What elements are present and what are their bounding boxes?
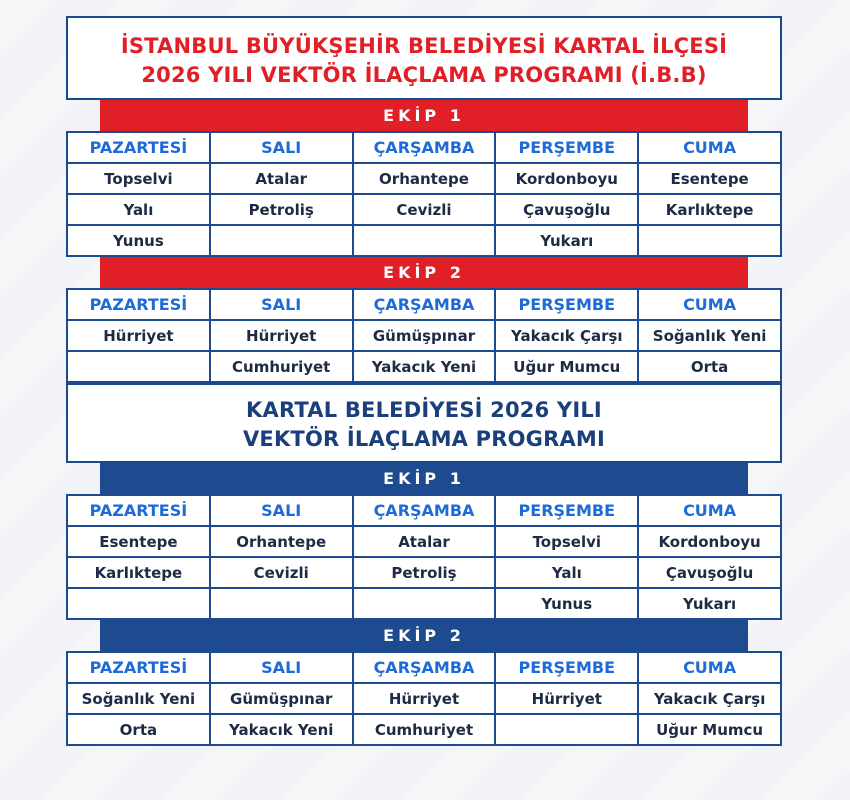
day-header-cell: CUMA (638, 289, 781, 320)
neighborhood-cell: Yakacık Yeni (353, 351, 496, 382)
day-header-cell: CUMA (638, 495, 781, 526)
ibb-title-box (66, 16, 782, 100)
neighborhood-cell (67, 588, 210, 619)
neighborhood-cell: Hürriyet (210, 320, 353, 351)
day-header-cell: PAZARTESİ (67, 132, 210, 163)
day-header-cell: PERŞEMBE (495, 132, 638, 163)
table-row (67, 714, 781, 745)
table-row (67, 225, 781, 256)
neighborhood-cell: Cevizli (353, 194, 496, 225)
neighborhood-cell (210, 225, 353, 256)
kartal-title-line-2: VEKTÖR İLAÇLAMA PROGRAMI (242, 427, 606, 451)
ibb-title-line-1: İSTANBUL BÜYÜKŞEHİR BELEDİYESİ KARTAL İLÇESİ (120, 34, 728, 58)
neighborhood-cell: Orta (67, 714, 210, 745)
neighborhood-cell (210, 588, 353, 619)
neighborhood-cell: Orta (638, 351, 781, 382)
table-row (67, 320, 781, 351)
day-header-row (67, 289, 781, 320)
neighborhood-cell: Cumhuriyet (210, 351, 353, 382)
ibb-team1-table (66, 131, 782, 257)
neighborhood-cell: Hürriyet (353, 683, 496, 714)
day-header-row (67, 652, 781, 683)
table-row (67, 683, 781, 714)
day-header-cell: ÇARŞAMBA (353, 132, 496, 163)
table-row (67, 163, 781, 194)
day-header-cell: PERŞEMBE (495, 652, 638, 683)
day-header-cell: CUMA (638, 132, 781, 163)
neighborhood-cell: Petroliş (353, 557, 496, 588)
neighborhood-cell (67, 351, 210, 382)
neighborhood-cell: Hürriyet (67, 320, 210, 351)
neighborhood-cell: Orhantepe (210, 526, 353, 557)
neighborhood-cell: Yakacık Çarşı (495, 320, 638, 351)
ibb-team2-table (66, 288, 782, 383)
neighborhood-cell (495, 714, 638, 745)
kartal-team1-table (66, 494, 782, 620)
kartal-title-box (66, 383, 782, 463)
day-header-cell: SALI (210, 495, 353, 526)
day-header-cell: PAZARTESİ (67, 652, 210, 683)
neighborhood-cell: Çavuşoğlu (638, 557, 781, 588)
day-header-cell: ÇARŞAMBA (353, 495, 496, 526)
neighborhood-cell (353, 588, 496, 619)
day-header-row (67, 132, 781, 163)
neighborhood-cell: Yukarı (638, 588, 781, 619)
neighborhood-cell: Atalar (210, 163, 353, 194)
table-row (67, 351, 781, 382)
ibb-team1-band: EKİP 1 (100, 100, 748, 131)
day-header-cell: PERŞEMBE (495, 495, 638, 526)
day-header-cell: PAZARTESİ (67, 495, 210, 526)
neighborhood-cell: Orhantepe (353, 163, 496, 194)
day-header-cell: SALI (210, 132, 353, 163)
day-header-cell: CUMA (638, 652, 781, 683)
neighborhood-cell: Cumhuriyet (353, 714, 496, 745)
neighborhood-cell: Atalar (353, 526, 496, 557)
table-row (67, 194, 781, 225)
table-row (67, 526, 781, 557)
table-row (67, 557, 781, 588)
neighborhood-cell: Gümüşpınar (210, 683, 353, 714)
neighborhood-cell: Esentepe (67, 526, 210, 557)
neighborhood-cell: Esentepe (638, 163, 781, 194)
table-row (67, 588, 781, 619)
neighborhood-cell: Soğanlık Yeni (67, 683, 210, 714)
neighborhood-cell (353, 225, 496, 256)
neighborhood-cell: Soğanlık Yeni (638, 320, 781, 351)
neighborhood-cell: Karlıktepe (67, 557, 210, 588)
day-header-cell: ÇARŞAMBA (353, 289, 496, 320)
ibb-title-line-2: 2026 YILI VEKTÖR İLAÇLAMA PROGRAMI (İ.B.B) (141, 63, 707, 87)
day-header-cell: SALI (210, 289, 353, 320)
neighborhood-cell: Petroliş (210, 194, 353, 225)
neighborhood-cell: Uğur Mumcu (495, 351, 638, 382)
day-header-cell: PAZARTESİ (67, 289, 210, 320)
day-header-cell: SALI (210, 652, 353, 683)
day-header-cell: PERŞEMBE (495, 289, 638, 320)
neighborhood-cell: Yakacık Yeni (210, 714, 353, 745)
kartal-team1-band: EKİP 1 (100, 463, 748, 494)
neighborhood-cell: Yunus (67, 225, 210, 256)
neighborhood-cell: Uğur Mumcu (638, 714, 781, 745)
neighborhood-cell: Karlıktepe (638, 194, 781, 225)
neighborhood-cell: Yunus (495, 588, 638, 619)
neighborhood-cell: Yalı (67, 194, 210, 225)
neighborhood-cell: Topselvi (67, 163, 210, 194)
kartal-team2-band: EKİP 2 (100, 620, 748, 651)
neighborhood-cell: Kordonboyu (495, 163, 638, 194)
schedule-document (66, 16, 782, 746)
ibb-team2-band: EKİP 2 (100, 257, 748, 288)
neighborhood-cell: Yalı (495, 557, 638, 588)
neighborhood-cell: Çavuşoğlu (495, 194, 638, 225)
neighborhood-cell: Yukarı (495, 225, 638, 256)
day-header-row (67, 495, 781, 526)
neighborhood-cell: Kordonboyu (638, 526, 781, 557)
neighborhood-cell: Hürriyet (495, 683, 638, 714)
neighborhood-cell (638, 225, 781, 256)
day-header-cell: ÇARŞAMBA (353, 652, 496, 683)
kartal-team2-table (66, 651, 782, 746)
neighborhood-cell: Gümüşpınar (353, 320, 496, 351)
kartal-title-line-1: KARTAL BELEDİYESİ 2026 YILI (246, 398, 602, 422)
neighborhood-cell: Yakacık Çarşı (638, 683, 781, 714)
neighborhood-cell: Topselvi (495, 526, 638, 557)
neighborhood-cell: Cevizli (210, 557, 353, 588)
